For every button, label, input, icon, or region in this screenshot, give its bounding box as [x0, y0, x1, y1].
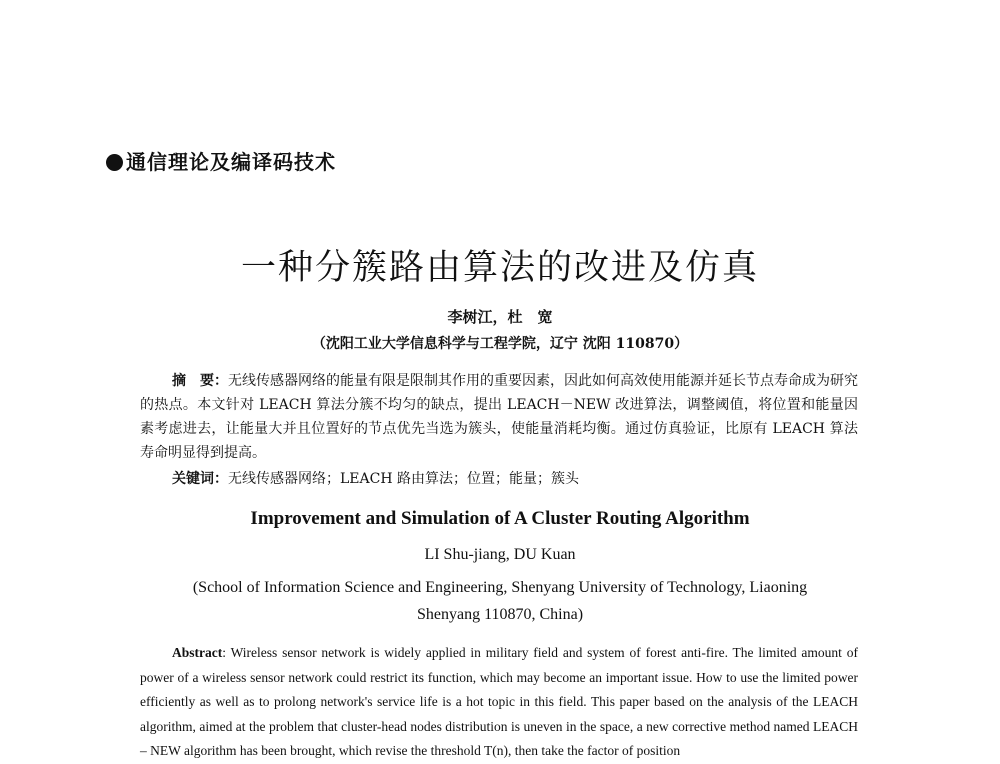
chinese-abstract — [140, 369, 858, 465]
chinese-keywords — [172, 467, 890, 491]
keywords-text: 无线传感器网络；LEACH 路由算法；位置；能量；簇头 — [228, 471, 579, 487]
english-abstract — [140, 641, 858, 764]
english-title: Improvement and Simulation of A Cluster Routing Algorithm — [250, 508, 750, 529]
keywords-label: 关键词： — [172, 471, 228, 487]
authors: 李树江，杜 宽 — [447, 308, 553, 326]
english-abstract-label: Abstract — [172, 645, 223, 660]
abstract-text: 无线传感器网络的能量有限是限制其作用的重要因素，因此如何高效使用能源并延长节点寿命成为研究的热点。本文针对 LEACH 算法分簇不均匀的缺点，提出 LEACH－NEW 改进算法，调整阈值，将位置和能量因素考虑进去，让能量大并且位置好的节点优先当选为簇头，使能量消耗均衡。通过仿真验证，比原有 LEACH 算法寿命明显得到提高。 — [140, 373, 858, 461]
english-abstract-text: : Wireless sensor network is widely applied in military field and system of forest anti-fire. The limited amount of power of a wireless sensor network could restrict its function, which may become an important issue. How to use the limited power efficiently as well as to prolong network's service life is a hot topic in this field. This paper based on the analysis of the LEACH algorithm, aimed at the problem that cluster-head nodes distribution is uneven in the space, a new corrective method named LEACH – NEW algorithm has been brought, which revise the threshold T(n), then take the factor of position — [140, 645, 858, 758]
section-heading-text: 通信理论及编译码技术 — [126, 150, 336, 174]
english-authors: LI Shu-jiang, DU Kuan — [424, 546, 576, 563]
english-affiliation: (School of Information Science and Engineering, Shenyang University of Technology, Liaoning Shenyang 110870, China) — [192, 579, 808, 623]
bullet-icon — [106, 154, 123, 171]
abstract-label: 摘 要： — [172, 373, 228, 389]
affiliation: （沈阳工业大学信息科学与工程学院，辽宁 沈阳 110870） — [311, 336, 689, 352]
section-heading — [106, 146, 336, 175]
paper-title: 一种分簇路由算法的改进及仿真 — [240, 248, 759, 288]
